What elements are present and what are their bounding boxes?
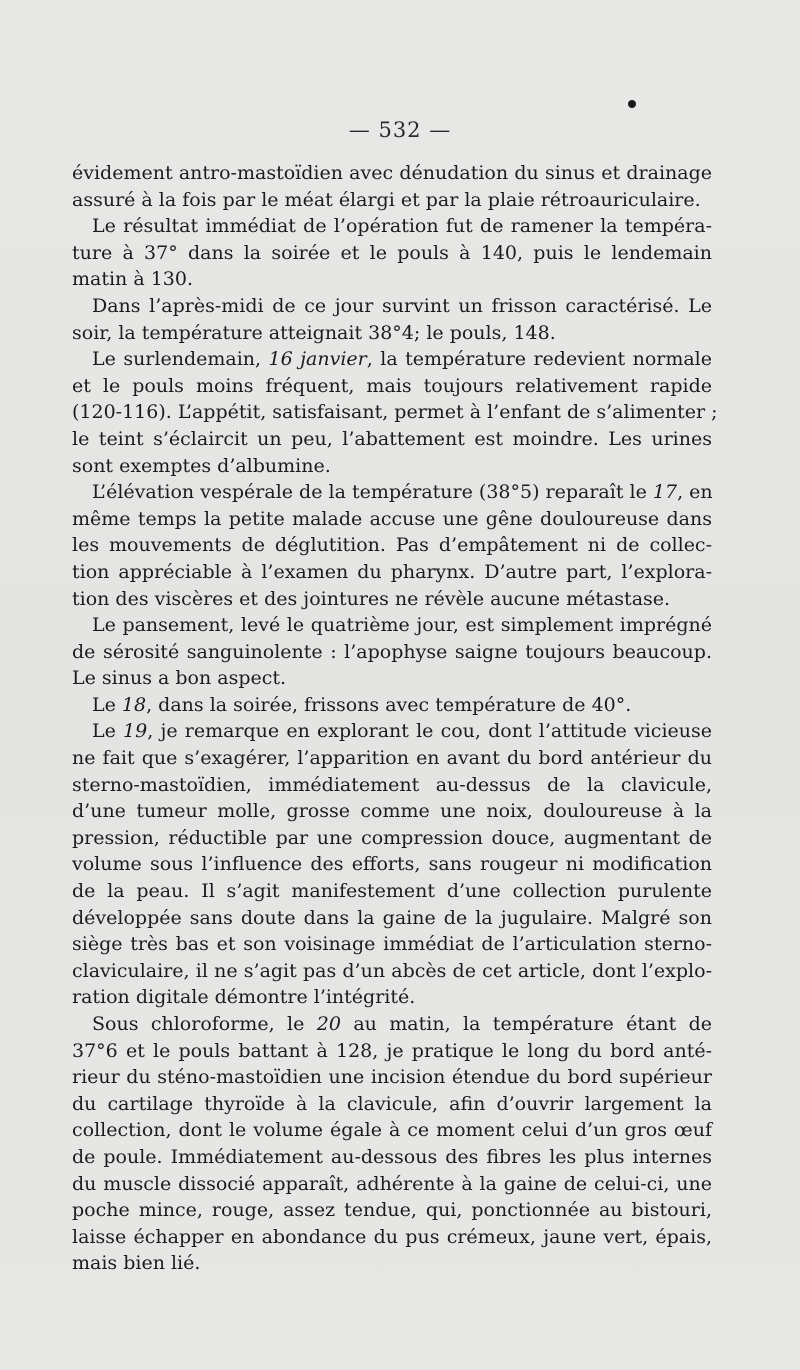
text-line: ration digitale démontre l’intégrité. [72,986,416,1009]
text-line: le teint s’éclaircit un peu, l’abattement est moindre. Les urines [72,427,712,450]
text-line: du cartilage thyroïde à la clavicule, afin d’ouvrir largement la [72,1092,712,1115]
text-line: de la peau. Il s’agit manifestement d’une collection purulente [72,880,712,903]
text-line: siège très bas et son voisinage immédiat de l’articulation sterno- [72,933,712,956]
text-line: poche mince, rouge, assez tendue, qui, ponctionnée au bistouri, [72,1199,712,1222]
text-line: soir, la température atteignait 38°4; le pouls, 148. [72,321,556,344]
text-line: Sous chloroforme, le 20 au matin, la température étant de [92,1013,713,1035]
text-line: Le résultat immédiat de l’opération fut de ramener la tempéra- [92,215,712,238]
text-line: évidement antro-mastoïdien avec dénudation du sinus et drainage [72,162,712,184]
text-line: volume sous l’influence des efforts, sans rougeur ni modification [72,853,712,876]
italic-date: 19 [123,720,148,743]
text-line: rieur du sténo-mastoïdien une incision étendue du bord supérieur [72,1066,712,1089]
text-line: et le pouls moins fréquent, mais toujours relativement rapide [72,374,712,397]
text-line: ture à 37° dans la soirée et le pouls à 140, puis le lendemain [72,241,712,264]
italic-date: 20 [316,1013,341,1035]
text-line: développée sans doute dans la gaine de la jugulaire. Malgré son [72,906,712,929]
text-line: pression, réductible par une compression douce, augmentant de [72,826,712,849]
text-line: les mouvements de déglutition. Pas d’empâtement ni de collec- [72,534,712,557]
text-line: (120-116). L’appétit, satisfaisant, permet à l’enfant de s’alimenter ; [72,401,718,424]
text-line: de poule. Immédiatement au-dessous des fibres les plus internes [72,1145,712,1168]
text-line: d’une tumeur molle, grosse comme une noix, douloureuse à la [72,800,712,823]
text-line: assuré à la fois par le méat élargi et par la plaie rétroauriculaire. [72,188,701,211]
text-line: tion des viscères et des jointures ne révèle aucune métastase. [72,587,671,610]
text-line: Le 19, je remarque en explorant le cou, dont l’attitude vicieuse [92,720,712,743]
italic-date: 18 [121,693,147,716]
text-line: L’élévation vespérale de la température (38°5) reparaît le 17, en [92,481,713,504]
text-line: laisse échapper en abondance du pus crémeux, jaune vert, épais, [72,1225,712,1248]
text-line: Dans l’après-midi de ce jour survint un frisson caractérisé. Le [92,294,712,317]
text-line: même temps la petite malade accuse une gêne douloureuse dans [72,507,712,530]
page-number: — 532 — [348,118,452,142]
text-line: Le surlendemain, 16 janvier, la température redevient normale [92,348,713,371]
text-line: du muscle dissocié apparaît, adhérente à la gaine de celui-ci, une [72,1172,712,1195]
text-line: sterno-mastoïdien, immédiatement au-dessus de la clavicule, [72,773,712,796]
text-line: sont exemptes d’albumine. [72,454,331,477]
text-line: matin à 130. [72,268,194,291]
text-line: de sérosité sanguinolente : l’apophyse saigne toujours beaucoup. [72,640,712,663]
italic-date: 16 janvier [268,348,367,371]
text-line: collection, dont le volume égale à ce moment celui d’un gros œuf [72,1119,712,1142]
text-line: Le pansement, levé le quatrième jour, est simplement imprégné [92,614,712,637]
text-line: claviculaire, il ne s’agit pas d’un abcès de cet article, dont l’explo- [72,959,712,982]
ink-dot [628,100,636,108]
text-line: mais bien lié. [72,1252,201,1275]
text-line: tion appréciable à l’examen du pharynx. D’autre part, l’explora- [72,560,712,583]
italic-date: 17 [652,481,678,504]
body-text [72,160,718,1277]
text-line: 37°6 et le pouls battant à 128, je pratique le long du bord anté- [72,1039,712,1062]
text-line: Le sinus a bon aspect. [72,667,287,690]
text-line: ne fait que s’exagérer, l’apparition en avant du bord antérieur du [72,747,712,770]
text-line: Le 18, dans la soirée, frissons avec température de 40°. [92,693,632,716]
